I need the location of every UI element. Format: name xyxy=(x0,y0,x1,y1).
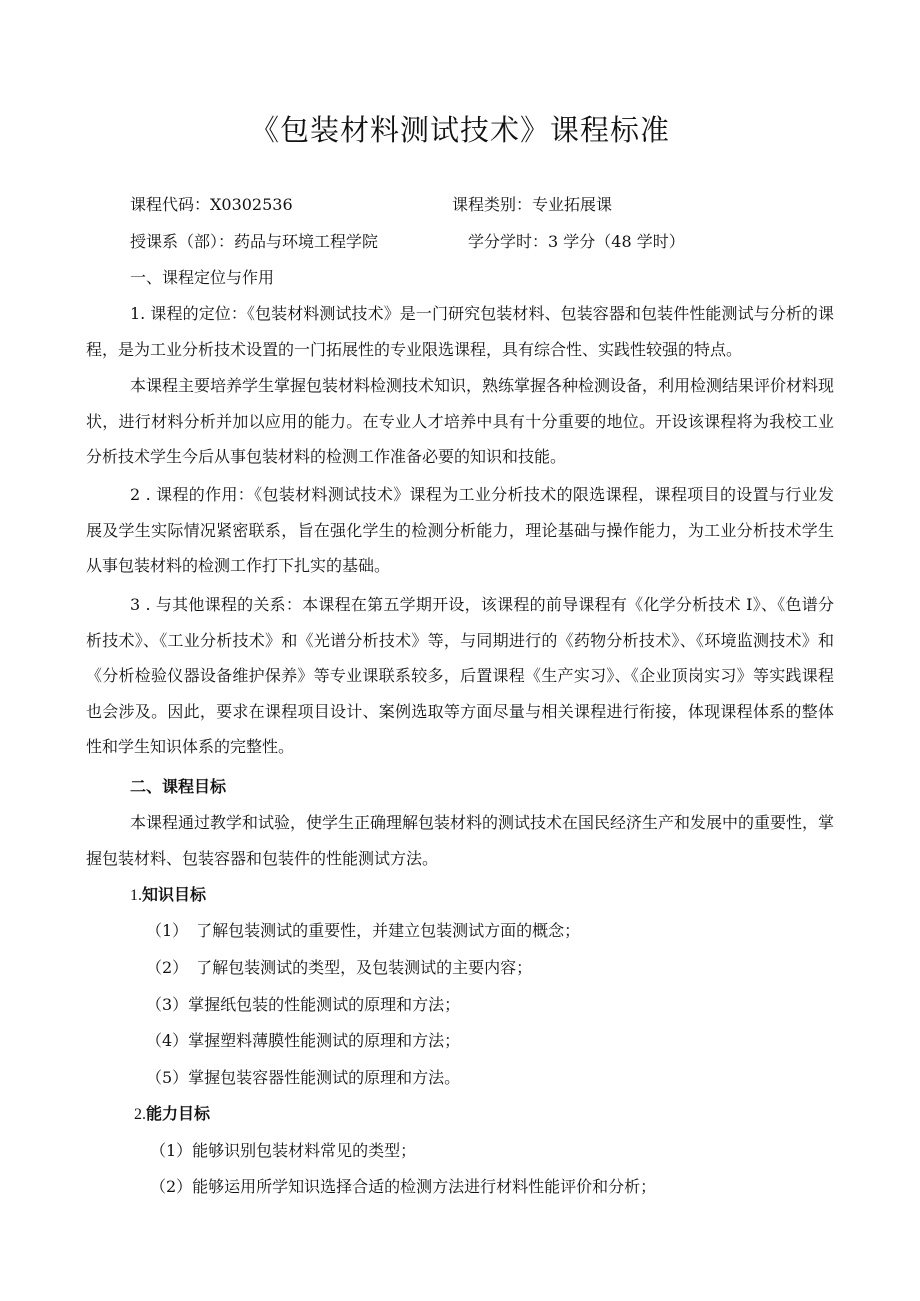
meta-row-2 xyxy=(130,229,830,255)
course-code: 课程代码：X0302536 xyxy=(130,195,293,214)
knowledge-goal-item: （2） 了解包装测试的类型，及包装测试的主要内容； xyxy=(146,958,533,977)
knowledge-goal-item: （4）掌握塑料薄膜性能测试的原理和方法； xyxy=(146,1031,461,1050)
knowledge-goal-item: （1） 了解包装测试的重要性，并建立包装测试方面的概念； xyxy=(146,921,581,940)
section1-paragraph-relations: 3 . 与其他课程的关系：本课程在第五学期开设，该课程的前导课程有《化学分析技术 I》、《色谱分析技术》、《工业分析技术》和《光谱分析技术》等，与同期进行的《药物分析技术》、《环境监测技术》和《分析检验仪器设备维护保养》等专业课联系较多，后置课程《生产实习》、《企业顶岗实习》等实践课程也会涉及。因此，要求在课程项目设计、案例选取等方面尽量与相关课程进行衔接，体现课程体系的整体性和学生知识体系的完整性。 xyxy=(86,595,834,756)
section1-paragraph-positioning: 1. 课程的定位：《包装材料测试技术》是一门研究包装材料、包装容器和包装件性能测试与分析的课程，是为工业分析技术设置的一门拓展性的专业限选课程，具有综合性、实践性较强的特点。 xyxy=(86,304,834,359)
meta-row-1 xyxy=(130,192,830,218)
credits: 学分学时：3 学分（48 学时） xyxy=(468,232,685,251)
knowledge-goals-label: 知识目标 xyxy=(142,885,207,904)
ability-goals-number: 2. xyxy=(134,1106,146,1123)
section1-heading: 一、课程定位与作用 xyxy=(130,268,275,287)
document-title: 《包装材料测试技术》课程标准 xyxy=(249,113,670,147)
knowledge-goals-heading xyxy=(130,882,206,909)
section1-paragraph-training: 本课程主要培养学生掌握包装材料检测技术知识，熟练掌握各种检测设备，利用检测结果评价材料现状，进行材料分析并加以应用的能力。在专业人才培养中具有十分重要的地位。开设该课程将为我校工业分析技术学生今后从事包装材料的检测工作准备必要的知识和技能。 xyxy=(86,376,835,466)
ability-goal-item: （1）能够识别包装材料常见的类型； xyxy=(150,1141,417,1160)
knowledge-goals-number: 1. xyxy=(130,887,142,904)
section2-heading: 二、课程目标 xyxy=(130,777,227,796)
knowledge-goal-item: （5）掌握包装容器性能测试的原理和方法。 xyxy=(146,1068,461,1087)
knowledge-goal-item: （3）掌握纸包装的性能测试的原理和方法； xyxy=(146,995,461,1014)
course-category: 课程类别：专业拓展课 xyxy=(452,195,613,214)
section2-intro: 本课程通过教学和试验，使学生正确理解包装材料的测试技术在国民经济生产和发展中的重要性，掌握包装材料、包装容器和包装件的性能测试方法。 xyxy=(86,813,835,868)
section1-paragraph-role: 2 . 课程的作用：《包装材料测试技术》课程为工业分析技术的限选课程，课程项目的设置与行业发展及学生实际情况紧密联系，旨在强化学生的检测分析能力，理论基础与操作能力，为工业分析技术学生从事包装材料的检测工作打下扎实的基础。 xyxy=(86,485,834,575)
department: 授课系（部）：药品与环境工程学院 xyxy=(130,232,379,251)
ability-goals-heading xyxy=(134,1101,210,1128)
ability-goal-item: （2）能够运用所学知识选择合适的检测方法进行材料性能评价和分析； xyxy=(150,1177,657,1196)
ability-goals-label: 能力目标 xyxy=(146,1104,211,1123)
